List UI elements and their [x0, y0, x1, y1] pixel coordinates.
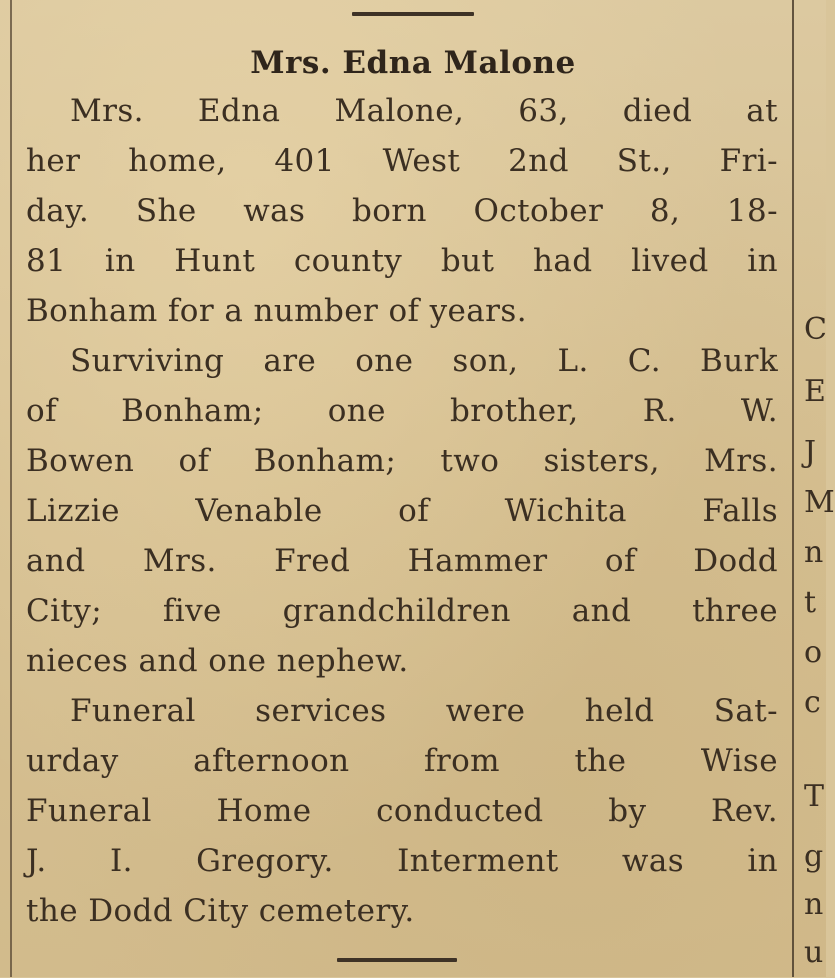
text-line: urday afternoon from the Wise	[26, 743, 778, 779]
adjacent-column-fragment: E	[804, 374, 826, 409]
text-line: nieces and one nephew.	[26, 643, 409, 679]
text-line: J. I. Gregory. Interment was in	[26, 843, 778, 879]
article-headline: Mrs. Edna Malone	[250, 45, 576, 81]
text-line: Bowen of Bonham; two sisters, Mrs.	[26, 443, 778, 479]
text-line: Mrs. Edna Malone, 63, died at	[70, 93, 778, 129]
paragraph-survivors	[26, 336, 778, 686]
text-line: Bonham for a number of years.	[26, 293, 527, 329]
paragraph-funeral-services	[26, 686, 778, 936]
top-separator-dash	[352, 12, 474, 16]
bottom-separator-dash	[337, 958, 457, 962]
paragraph-death-notice	[26, 86, 778, 336]
adjacent-column-fragment: M	[804, 485, 835, 520]
adjacent-column-fragment: n	[804, 887, 824, 922]
adjacent-column-fragment: o	[804, 635, 823, 670]
adjacent-column-fragment: c	[804, 685, 821, 720]
text-line: and Mrs. Fred Hammer of Dodd	[26, 543, 778, 579]
adjacent-column-fragment: T	[804, 779, 825, 814]
adjacent-column-fragment: J	[804, 435, 817, 470]
text-line: the Dodd City cemetery.	[26, 893, 415, 929]
text-line: her home, 401 West 2nd St., Fri-	[26, 143, 778, 179]
adjacent-column-fragment: t	[804, 585, 817, 620]
column-divider-rule	[792, 0, 794, 977]
adjacent-column-fragment: u	[804, 935, 824, 970]
text-line: Funeral Home conducted by Rev.	[26, 793, 778, 829]
text-line: of Bonham; one brother, R. W.	[26, 393, 778, 429]
adjacent-column-fragment: g	[804, 839, 824, 874]
adjacent-column-fragment: n	[804, 535, 824, 570]
text-line: day. She was born October 8, 18-	[26, 193, 778, 229]
text-line: 81 in Hunt county but had lived in	[26, 243, 778, 279]
left-column-rule	[10, 0, 12, 977]
adjacent-column-fragment: C	[804, 312, 827, 347]
text-line: City; five grandchildren and three	[26, 593, 778, 629]
obituary-article	[26, 40, 778, 936]
text-line: Surviving are one son, L. C. Burk	[70, 343, 778, 379]
text-line: Funeral services were held Sat-	[70, 693, 778, 729]
text-line: Lizzie Venable of Wichita Falls	[26, 493, 778, 529]
